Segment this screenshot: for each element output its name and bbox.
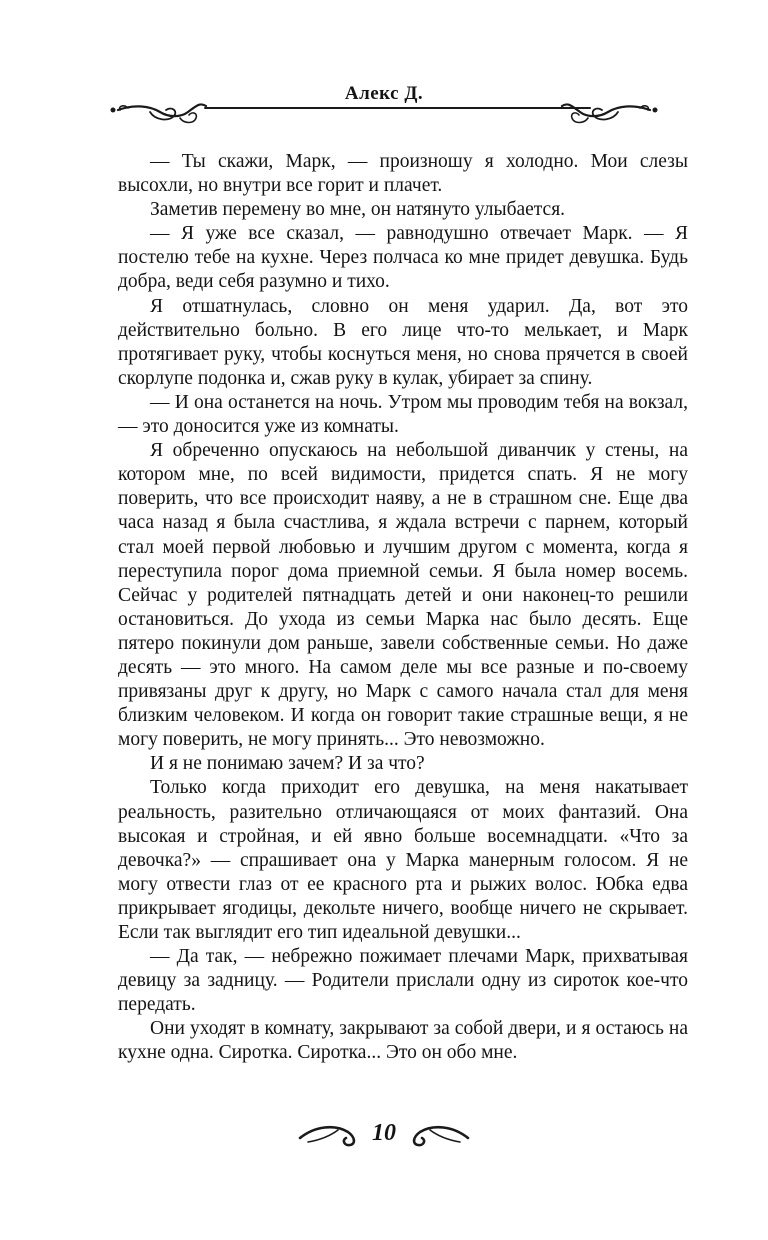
paragraph: — Да так, — небрежно пожимает плечами Марк, прихватывая девицу за задницу. — Родители прислали одну из сироток кое-что передать. <box>118 946 688 1016</box>
paragraph: — Ты скажи, Марк, — произношу я холодно. Мои слезы высохли, но внутри все горит и плачет. <box>118 151 688 197</box>
paragraph: Они уходят в комнату, закрывают за собой двери, и я остаюсь на кухне одна. Сиротка. Сиротка... Это он обо мне. <box>118 1018 688 1064</box>
paragraph: — Я уже все сказал, — равнодушно отвечает Марк. — Я постелю тебе на кухне. Через полчаса ко мне придет девушка. Будь добра, веди себя разумно и тихо. <box>118 223 688 293</box>
running-header-author: Алекс Д. <box>344 83 424 104</box>
header-ornament <box>0 96 768 136</box>
paragraph: — И она останется на ночь. Утром мы проводим тебя на вокзал, — это доносится уже из комнаты. <box>118 391 688 438</box>
paragraph: Только когда приходит его девушка, на меня накатывает реальность, разительно отличающаяся от моих фантазий. Она высокая и стройная, и ей явно больше восемнадцати. «Что за девочка?» — спрашивает она у Марка манерным голосом. Я не могу отвести глаз от ее красного рта и рыжих волос. Юбка едва прикрывает ягодицы, декольте ничего, вообще ничего не скрывает. Если так выглядит его тип идеальной девушки... <box>118 777 688 943</box>
page-number: 10 <box>372 1120 396 1146</box>
paragraph: Заметив перемену во мне, он натянуто улыбается. <box>150 199 566 221</box>
ornament-dot-right <box>653 108 658 113</box>
paragraph: Я отшатнулась, словно он меня ударил. Да, вот это действительно больно. В его лице что-то мелькает, и Марк протягивает руку, чтобы коснуться меня, но снова прячется в своей скорлупе подонка и, сжав руку в кулак, убирает за спину. <box>118 295 688 389</box>
ornament-dot-left <box>111 108 116 113</box>
paragraph: Я обреченно опускаюсь на небольшой диванчик у стены, на котором мне, по всей видимости, придется спать. Я не могу поверить, что все происходит наяву, а не в страшном сне. Еще два часа назад я была счастлива, я ждала встречи с парнем, который стал моей первой любовью и лучшим другом с момента, когда я переступила порог дома приемной семьи. Я была номер восемь. Сейчас у родителей пятнадцать детей и они наконец-то решили остановиться. До ухода из семьи Марка нас было десять. Еще пятеро покинули дом раньше, завели собственные семьи. Но даже десять — это много. На самом деле мы все разные и по-своему привязаны друг к другу, но Марк с самого начала стал для меня близким человеком. И когда он говорит такие страшные вещи, я не могу поверить, не могу принять... Это невозможно. <box>118 440 688 751</box>
paragraph: И я не понимаю зачем? И за что? <box>150 753 425 775</box>
body-text <box>118 150 688 1066</box>
